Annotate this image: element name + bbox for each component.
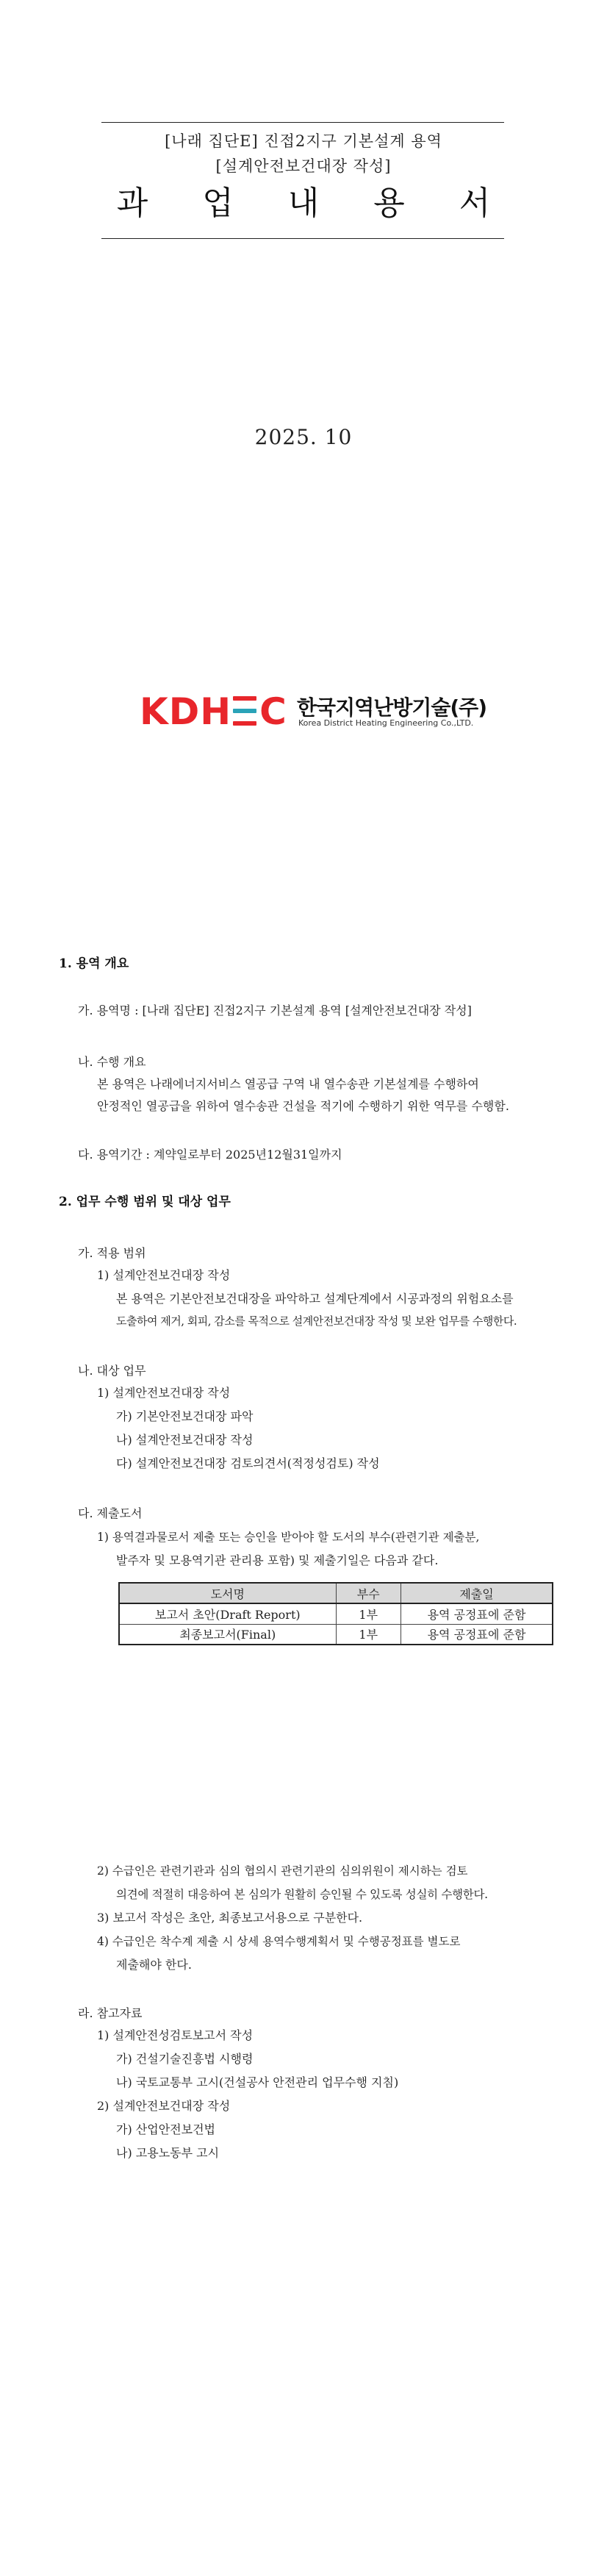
table-cell: 용역 공정표에 준함 — [401, 1603, 553, 1624]
s2-deliverables-item-2-line1: 2) 수급인은 관련기관과 심의 협의시 관련기관의 심의위원이 제시하는 검토 — [97, 1864, 468, 1878]
s2-target-sub-da: 다) 설계안전보건대장 검토의견서(적정성검토) 작성 — [116, 1456, 380, 1470]
company-logo — [140, 690, 487, 734]
section-1-heading: 1. 용역 개요 — [59, 956, 129, 971]
deliverables-table — [118, 1582, 553, 1645]
s2-references-heading: 라. 참고자료 — [78, 2006, 143, 2020]
s1-overview-body-2: 안정적인 열공급을 위하여 열수송관 건설을 적기에 수행하기 위한 역무를 수행함. — [97, 1099, 509, 1113]
s2-target-sub-na: 나) 설계안전보건대장 작성 — [116, 1433, 254, 1447]
table-header-copies: 부수 — [336, 1583, 401, 1603]
s2-references-item-1: 1) 설계안전성검토보고서 작성 — [97, 2028, 254, 2042]
s2-target-sub-ga: 가) 기본안전보건대장 파악 — [116, 1409, 254, 1423]
s2-references-item-2: 2) 설계안전보건대장 작성 — [97, 2099, 231, 2113]
section-2-heading: 2. 업무 수행 범위 및 대상 업무 — [59, 1195, 231, 1209]
s2-references-item-2-ga: 가) 산업안전보건법 — [116, 2122, 215, 2136]
s2-deliverables-item-3: 3) 보고서 작성은 초안, 최종보고서용으로 구분한다. — [97, 1911, 363, 1925]
table-header-doc-name: 도서명 — [119, 1583, 336, 1603]
table-cell: 1부 — [336, 1603, 401, 1624]
cover-top-rule — [101, 122, 504, 123]
table-cell: 1부 — [336, 1624, 401, 1645]
table-cell: 최종보고서(Final) — [119, 1624, 336, 1645]
logo-english-name: Korea District Heating Engineering Co.,LTD. — [298, 718, 474, 728]
cover-main-title: 과 업 내 용 서 — [116, 185, 513, 222]
s2-references-item-1-na: 나) 국토교통부 고시(건설공사 안전관리 업무수행 지침) — [116, 2075, 399, 2089]
s1-period: 다. 용역기간 : 계약일로부터 2025년12월31일까지 — [78, 1148, 342, 1162]
logo-korean-name: 한국지역난방기술(주) — [297, 695, 487, 720]
s2-deliverables-heading: 다. 제출도서 — [78, 1506, 143, 1520]
s1-overview-body-1: 본 용역은 나래에너지서비스 열공급 구역 내 열수송관 기본설계를 수행하여 — [97, 1077, 479, 1091]
table-row — [119, 1603, 553, 1624]
s1-project-name: 가. 용역명 : [나래 집단E] 진접2지구 기본설계 용역 [설계안전보건대장 작성] — [78, 1003, 472, 1017]
logo-mark-c: C — [259, 690, 287, 733]
s1-overview-heading: 나. 수행 개요 — [78, 1055, 146, 1069]
cover-subtitle-line1: [나래 집단E] 진접2지구 기본설계 용역 — [165, 132, 442, 150]
table-cell: 용역 공정표에 준함 — [401, 1624, 553, 1645]
cover-bottom-rule — [101, 238, 504, 239]
table-row — [119, 1624, 553, 1645]
table-header-row — [119, 1583, 553, 1603]
s2-scope-heading: 가. 적용 범위 — [78, 1246, 146, 1260]
cover-subtitle-line2: [설계안전보건대장 작성] — [215, 157, 392, 175]
s2-scope-item-1: 1) 설계안전보건대장 작성 — [97, 1268, 231, 1282]
kdhec-logo-mark — [140, 690, 287, 734]
s2-deliverables-item-1-line2: 발주자 및 모용역기관 관리용 포함) 및 제출기일은 다음과 같다. — [116, 1553, 439, 1567]
s2-references-item-2-na: 나) 고용노동부 고시 — [116, 2146, 220, 2160]
cover-date: 2025. 10 — [254, 425, 353, 449]
logo-mark-kdh: KDH — [140, 690, 232, 733]
s2-references-item-1-ga: 가) 건설기술진흥법 시행령 — [116, 2052, 254, 2066]
s2-deliverables-item-1-line1: 1) 용역결과물로서 제출 또는 승인을 받아야 할 도서의 부수(관련기관 제출분, — [97, 1531, 480, 1544]
s2-scope-body-2: 도출하여 제거, 회피, 감소를 목적으로 설계안전보건대장 작성 및 보완 업무를 수행한다. — [116, 1314, 517, 1328]
table-header-due-date: 제출일 — [401, 1583, 553, 1603]
s2-scope-body-1: 본 용역은 기본안전보건대장을 파악하고 설계단계에서 시공과정의 위험요소를 — [116, 1292, 514, 1306]
s2-target-item-1: 1) 설계안전보건대장 작성 — [97, 1386, 231, 1400]
logo-e-bars-icon — [233, 696, 258, 726]
table-cell: 보고서 초안(Draft Report) — [119, 1603, 336, 1624]
s2-target-heading: 나. 대상 업무 — [78, 1364, 146, 1378]
s2-deliverables-item-2-line2: 의견에 적절히 대응하여 본 심의가 원활히 승인될 수 있도록 성실히 수행한다. — [116, 1888, 488, 1901]
s2-deliverables-item-4-line1: 4) 수급인은 착수계 제출 시 상세 용역수행계획서 및 수행공정표를 별도로 — [97, 1935, 461, 1948]
s2-deliverables-item-4-line2: 제출해야 한다. — [116, 1958, 192, 1972]
